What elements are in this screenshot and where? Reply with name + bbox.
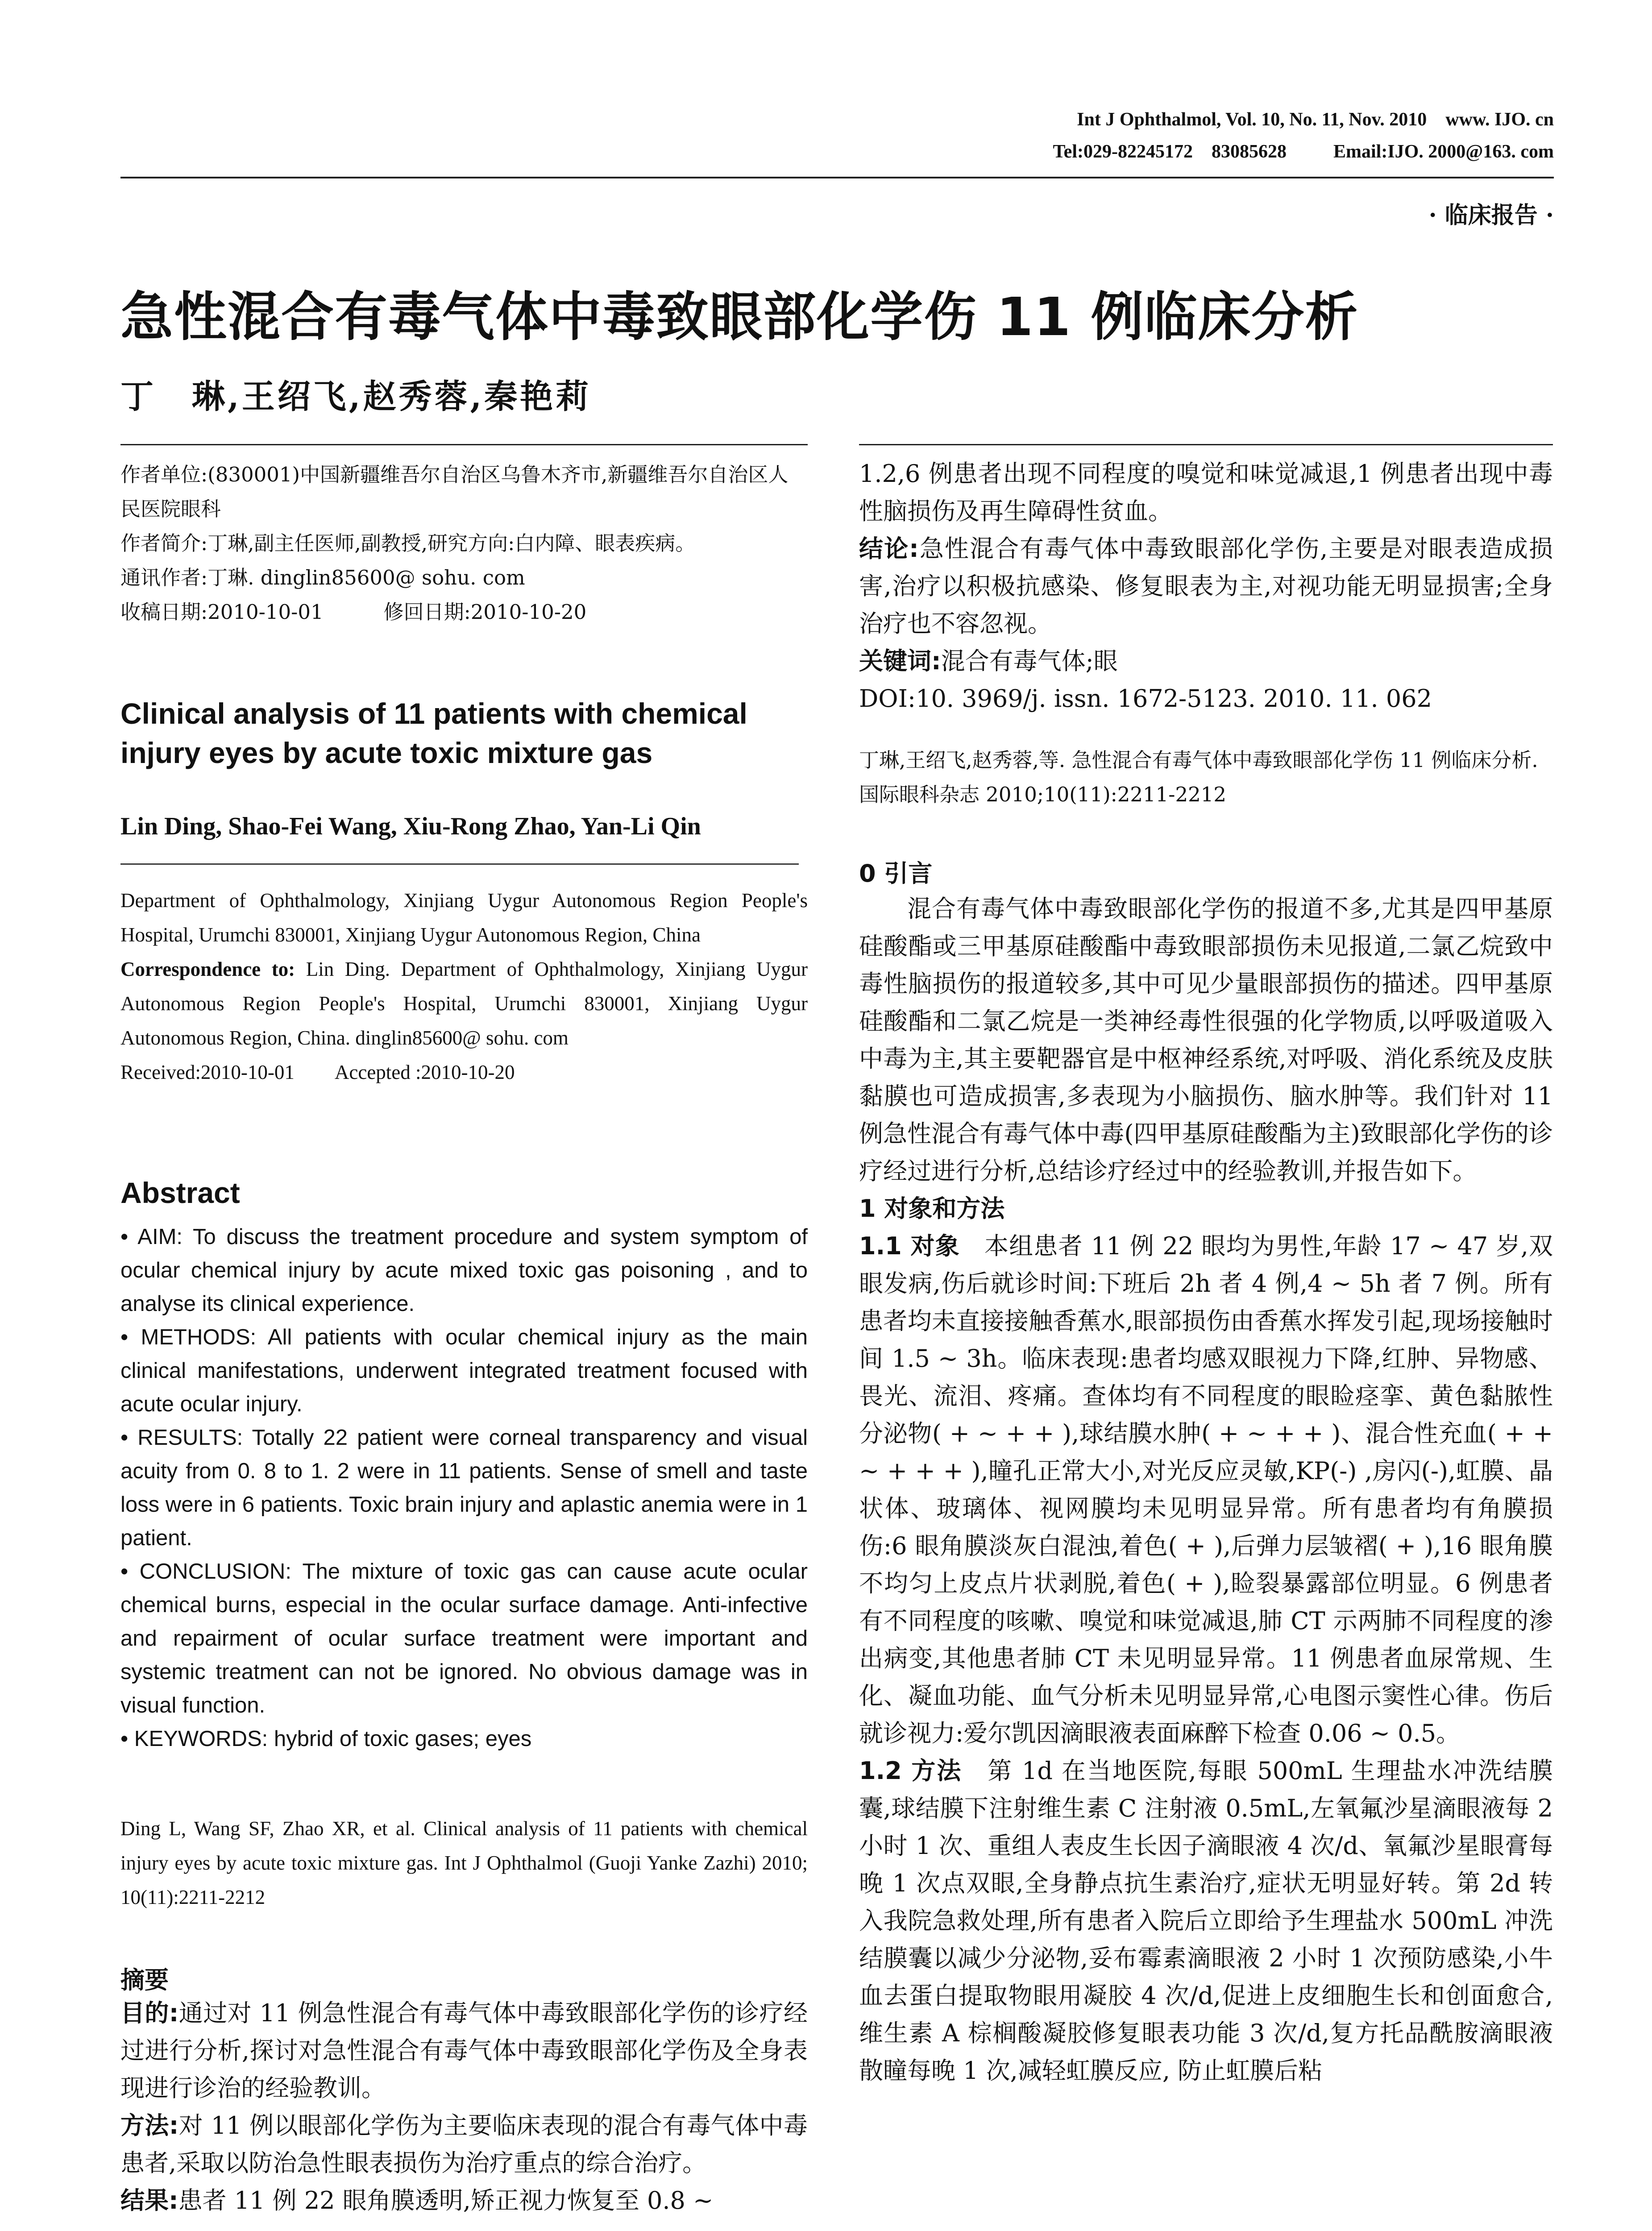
methods-label: 1.2 方法 [859, 1757, 963, 1785]
cn-citation: 丁琳,王绍飞,赵秀蓉,等. 急性混合有毒气体中毒致眼部化学伤 11 例临床分析. 国际眼科杂志 2010;10(11):2211-2212 [859, 748, 1538, 806]
abstract-cn-results [120, 2182, 808, 2219]
abstract-conclusion: • CONCLUSION: The mixture of toxic gas can cause acute ocular chemical burns, especial in the ocular surface damage. Anti-infective and repairment of ocular surface treatment were important and systemic treatment can not be ignored. No obvious damage was in visual function. [120, 1559, 808, 1717]
methods-heading: 1 对象和方法 [859, 1194, 1005, 1223]
en-affiliation-block [120, 883, 808, 1090]
abstract-cn-continued [859, 455, 1553, 717]
en-dates: Received:2010-10-01 Accepted :2010-10-20 [120, 1061, 515, 1083]
received-dates: 收稿日期:2010-10-01 修回日期:2010-10-20 [120, 600, 587, 624]
conclusion-cn [859, 530, 1553, 643]
abstract-cn-aim [120, 1995, 808, 2107]
keywords-cn [859, 643, 1553, 680]
abstract-cn-methods-text: 对 11 例以眼部化学伤为主要临床表现的混合有毒气体中毒患者,采取以防治急性眼表损伤为治疗重点的综合治疗。 [120, 2111, 808, 2177]
body-text [859, 890, 1553, 2090]
abstract-results: • RESULTS: Totally 22 patient were corneal transparency and visual acuity from 0. 8 to 1. 2 were in 11 patients. Sense of smell and taste loss were in 6 patients. Toxic brain injury and aplastic anemia were in 1 patient. [120, 1426, 808, 1550]
author-bio: 作者简介:丁琳,副主任医师,副教授,研究方向:白内障、眼表疾病。 [120, 531, 696, 555]
journal-header-line1: Int J Ophthalmol, Vol. 10, No. 11, Nov. 2010 www. IJO. cn [1077, 109, 1554, 130]
en-correspondence-text: Lin Ding. Department of Ophthalmology, Xinjiang Uygur Autonomous Region People's Hospital, Urumchi 830001, Xinjiang Uygur Autonomous Region, China. dinglin85600@ sohu. com [120, 958, 808, 1049]
abstract-cn [120, 1995, 808, 2219]
authors-divider [120, 863, 799, 865]
section-tag: · 临床报告 · [1428, 202, 1554, 229]
abstract-methods: • METHODS: All patients with ocular chemical injury as the main clinical manifestations, underwent integrated treatment focused with acute ocular injury. [120, 1325, 808, 1416]
abstract-en [120, 1220, 808, 1756]
affiliation: 作者单位:(830001)中国新疆维吾尔自治区乌鲁木齐市,新疆维吾尔自治区人民医院眼科 [120, 463, 789, 521]
doi: DOI:10. 3969/j. issn. 1672-5123. 2010. 11. 062 [859, 684, 1432, 713]
left-column-top-rule [120, 444, 808, 445]
en-citation: Ding L, Wang SF, Zhao XR, et al. Clinical analysis of 11 patients with chemical injury eyes by acute toxic mixture gas. Int J Ophthalmol (Guoji Yanke Zazhi) 2010; 10(11):2211-2212 [120, 1817, 808, 1908]
paper-title-cn: 急性混合有毒气体中毒致眼部化学伤 11 例临床分析 [120, 286, 1359, 348]
en-correspondence-label: Correspondence to: [120, 958, 295, 980]
conclusion-cn-text: 急性混合有毒气体中毒致眼部化学伤,主要是对眼表造成损害,治疗以积极抗感染、修复眼表为主,对视功能无明显损害;全身治疗也不容忽视。 [859, 535, 1553, 638]
results-continued: 1.2,6 例患者出现不同程度的嗅觉和味觉减退,1 例患者出现中毒性脑损伤及再生障碍性贫血。 [859, 460, 1553, 525]
en-correspondence [120, 952, 808, 1055]
author-info-block [120, 457, 808, 629]
paper-title-en: Clinical analysis of 11 patients with chemical injury eyes by acute toxic mixture gas [120, 697, 747, 769]
abstract-cn-aim-label: 目的: [120, 1999, 179, 2027]
abstract-cn-results-text: 患者 11 例 22 眼角膜透明,矫正视力恢复至 0.8 ~ [178, 2186, 714, 2214]
intro-paragraph: 混合有毒气体中毒致眼部化学伤的报道不多,尤其是四甲基原硅酸酯或三甲基原硅酸酯中毒致眼部损伤未见报道,二氯乙烷致中毒性脑损伤的报道较多,其中可见少量眼部损伤的描述。四甲基原硅酸酯和二氯乙烷是一类神经毒性很强的化学物质,以呼吸道吸入中毒为主,其主要靶器官是中枢神经系统,对呼吸、消化系统及皮肤黏膜也可造成损害,多表现为小脑损伤、脑水肿等。我们针对 11 例急性混合有毒气体中毒(四甲基原硅酸酯为主)致眼部化学伤的诊疗经过进行分析,总结诊疗经过中的经验教训,并报告如下。 [859, 895, 1553, 1185]
right-column-top-rule [859, 444, 1553, 445]
keywords-cn-text: 混合有毒气体;眼 [941, 647, 1118, 675]
authors-cn: 丁 琳,王绍飞,赵秀蓉,秦艳莉 [120, 377, 592, 416]
abstract-cn-heading: 摘要 [120, 1966, 169, 1994]
conclusion-cn-label: 结论: [859, 535, 919, 563]
abstract-keywords: • KEYWORDS: hybrid of toxic gases; eyes [120, 1727, 532, 1751]
intro-heading: 0 引言 [859, 859, 933, 887]
subjects-label: 1.1 对象 [859, 1232, 960, 1260]
header-divider [120, 177, 1554, 178]
authors-en: Lin Ding, Shao-Fei Wang, Xiu-Rong Zhao, Yan-Li Qin [120, 813, 701, 840]
journal-header-line2: Tel:029-82245172 83085628 Email:IJO. 2000@163. com [1053, 141, 1554, 162]
abstract-cn-aim-text: 通过对 11 例急性混合有毒气体中毒致眼部化学伤的诊疗经过进行分析,探讨对急性混合有毒气体中毒致眼部化学伤及全身表现进行诊治的经验教训。 [120, 1999, 808, 2102]
methods-paragraph [859, 1752, 1553, 2090]
abstract-cn-results-label: 结果: [120, 2186, 178, 2214]
abstract-cn-methods [120, 2107, 808, 2182]
abstract-heading: Abstract [120, 1176, 240, 1209]
keywords-cn-label: 关键词: [859, 647, 941, 675]
subjects-paragraph [859, 1227, 1553, 1752]
subjects-text: 本组患者 11 例 22 眼均为男性,年龄 17 ~ 47 岁,双眼发病,伤后就诊时间:下班后 2h 者 4 例,4 ~ 5h 者 7 例。所有患者均未直接接触香蕉水,眼部损伤由香蕉水挥发引起,现场接触时间 1.5 ~ 3h。临床表现:患者均感双眼视力下降,红肿、异物感、畏光、流泪、疼痛。查体均有不同程度的眼睑痉挛、黄色黏脓性分泌物( + ~ + + ),球结膜水肿( + ~ + + )、混合性充血( + + ~ + + + ),瞳孔正常大小,对光反应灵敏,KP(-) ,房闪(-),虹膜、晶状体、玻璃体、视网膜均未见明显异常。所有患者均有角膜损伤:6 眼角膜淡灰白混浊,着色( + ),后弹力层皱褶( + ),16 眼角膜不均匀上皮点片状剥脱,着色( + ),睑裂暴露部位明显。6 例患者有不同程度的咳嗽、嗅觉和味觉减退,肺 CT 示两肺不同程度的渗出病变,其他患者肺 CT 未见明显异常。11 例患者血尿常规、生化、凝血功能、血气分析未见明显异常,心电图示窦性心律。伤后就诊视力:爱尔凯因滴眼液表面麻醉下检查 0.06 ~ 0.5。 [859, 1232, 1553, 1747]
abstract-cn-methods-label: 方法: [120, 2111, 179, 2140]
en-department: Department of Ophthalmology, Xinjiang Uygur Autonomous Region People's Hospital, Urumchi 830001, Xinjiang Uygur Autonomous Region, China [120, 889, 808, 946]
abstract-aim: • AIM: To discuss the treatment procedure and system symptom of ocular chemical injury by acute mixed toxic gas poisoning , and to analyse its clinical experience. [120, 1225, 808, 1316]
methods-text: 第 1d 在当地医院,每眼 500mL 生理盐水冲洗结膜囊,球结膜下注射维生素 C 注射液 0.5mL,左氧氟沙星滴眼液每 2 小时 1 次、重组人表皮生长因子滴眼液 4 次/d、氧氟沙星眼膏每晚 1 次点双眼,全身静点抗生素治疗,症状无明显好转。第 2d 转入我院急救处理,所有患者入院后立即给予生理盐水 500mL 冲洗结膜囊以减少分泌物,妥布霉素滴眼液 2 小时 1 次预防感染,小牛血去蛋白提取物眼用凝胶 4 次/d,促进上皮细胞生长和创面愈合,维生素 A 棕榈酸凝胶修复眼表功能 3 次/d,复方托品酰胺滴眼液散瞳每晚 1 次,减轻虹膜反应, 防止虹膜后粘 [859, 1757, 1553, 2085]
corresponding-author: 通讯作者:丁琳. dinglin85600@ sohu. com [120, 566, 525, 589]
